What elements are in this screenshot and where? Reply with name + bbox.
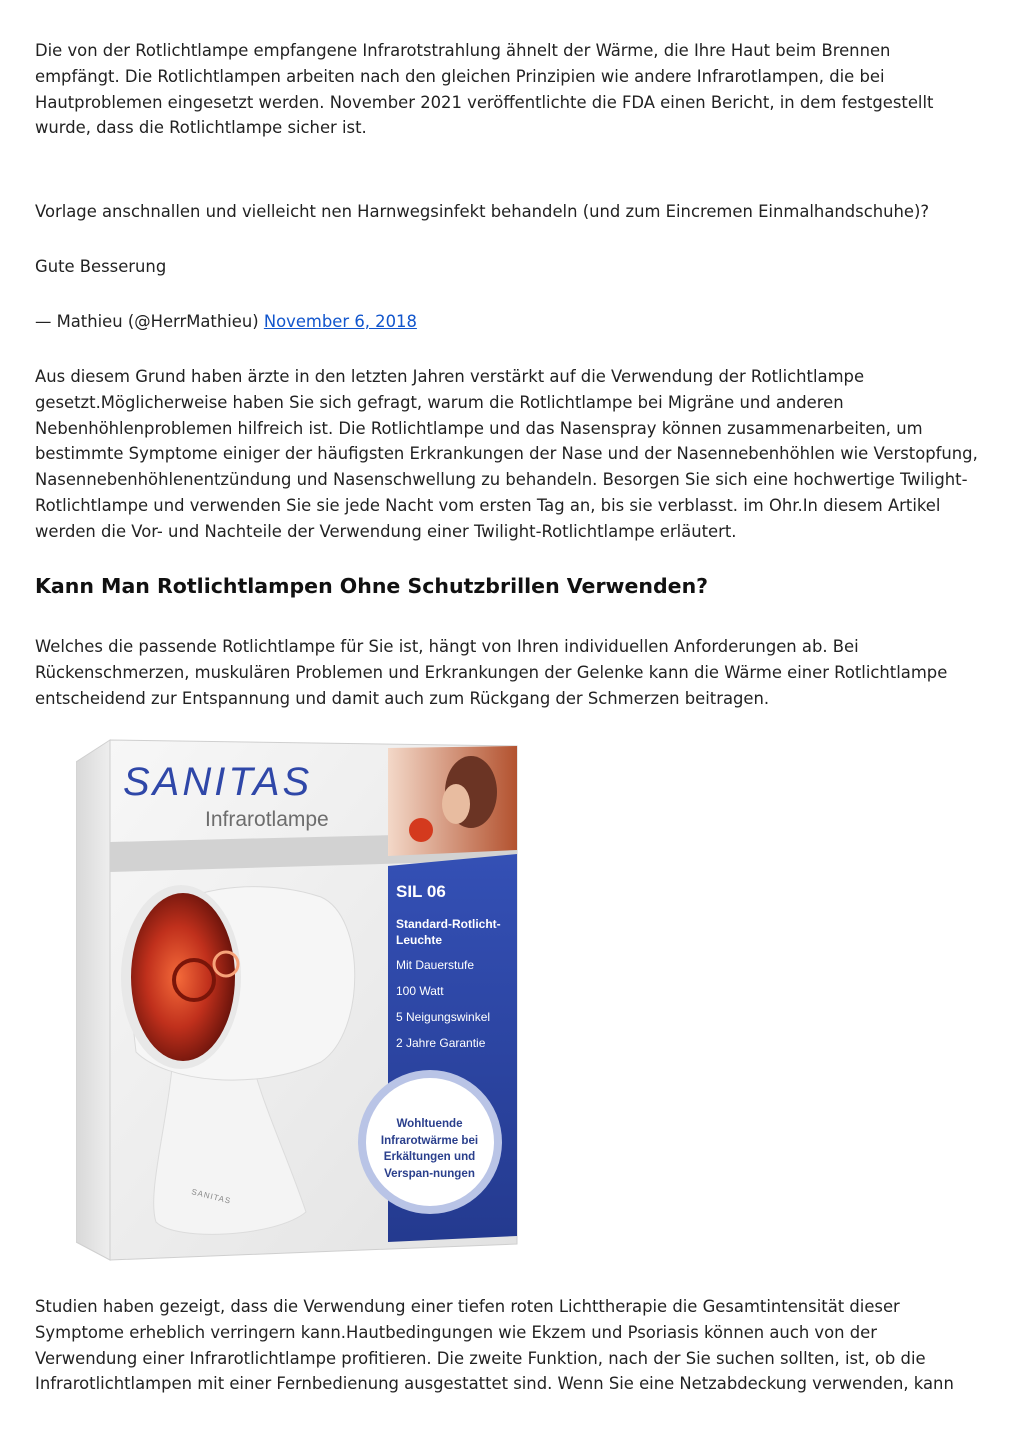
tweet-author: — Mathieu (@HerrMathieu) [35, 312, 264, 331]
product-description: Standard-Rotlicht-Leuchte [396, 917, 501, 947]
product-model: SIL 06 [396, 882, 446, 901]
feature-item: 100 Watt [396, 984, 444, 998]
brand-logo: SANITAS [123, 760, 313, 804]
paragraph-tweet-text: Vorlage anschnallen und vielleicht nen Harnwegsinfekt behandeln (und zum Eincremen Einmalhandschuhe)? [35, 202, 930, 221]
product-image [76, 732, 521, 1264]
tweet-attribution [35, 309, 980, 335]
section-heading: Kann Man Rotlichtlampen Ohne Schutzbrillen Verwenden? [35, 574, 709, 598]
paragraph-infrared-intro: Die von der Rotlichtlampe empfangene Infrarotstrahlung ähnelt der Wärme, die Ihre Haut beim Brennen empfängt. Die Rotlichtlampen arbeiten nach den gleichen Prinzipien wie andere Infrarotlampen, die bei Hautproblemen eingesetzt werden. November 2021 veröffentlichte die FDA einen Bericht, in dem festgestellt wurde, dass die Rotlichtlampe sicher ist. [35, 41, 934, 138]
feature-item: 2 Jahre Garantie [396, 1036, 486, 1050]
tweet-date-link[interactable]: November 6, 2018 [263, 312, 417, 331]
product-feature-panel [396, 882, 511, 1062]
paragraph-greeting: Gute Besserung [35, 257, 167, 276]
feature-item: 5 Neigungswinkel [396, 1010, 491, 1024]
feature-item: Mit Dauerstufe [396, 958, 475, 972]
lamp-base-brand: SANITAS [190, 1187, 233, 1206]
product-subtitle: Infrarotlampe [205, 808, 329, 831]
paragraph-lamp-choice: Welches die passende Rotlichtlampe für Sie ist, hängt von Ihren individuellen Anforderungen ab. Bei Rückenschmerzen, muskulären Problemen und Erkrankungen der Gelenke kann die Wärme einer Rotlichtlampe entscheidend zur Entspannung und damit auch zum Rückgang der Schmerzen beitragen. [35, 637, 948, 708]
paragraph-studies: Studien haben gezeigt, dass die Verwendung einer tiefen roten Lichttherapie die Gesamtintensität dieser Symptome erheblich verringern kann.Hautbedingungen wie Ekzem und Psoriasis können auch von der Verwendung einer Infrarotlichtlampe profitieren. Die zweite Funktion, nach der Sie suchen sollten, ist, ob die Infrarotlichtlampen mit einer Fernbedienung ausgestattet sind. Wenn Sie eine Netzabdeckung verwenden, kann [35, 1297, 954, 1394]
benefit-badge: Wohltuende Infrarotwärme bei Erkältungen und Verspan-nungen [380, 1117, 479, 1180]
paragraph-doctors-usage: Aus diesem Grund haben ärzte in den letzten Jahren verstärkt auf die Verwendung der Rotlichtlampe gesetzt.Möglicherweise haben Sie sich gefragt, warum die Rotlichtlampe bei Migräne und anderen Nebenhöhlenproblemen hilfreich ist. Die Rotlichtlampe und das Nasenspray können zusammenarbeiten, um bestimmte Symptome einiger der häufigsten Erkrankungen der Nase und der Nasennebenhöhlen wie Verstopfung, Nasennebenhöhlenentzündung und Nasenschwellung zu behandeln. Besorgen Sie sich eine hochwertige Twilight-Rotlichtlampe und verwenden Sie sie jede Nacht vom ersten Tag an, bis sie verblasst. im Ohr.In diesem Artikel werden die Vor- und Nachteile der Verwendung einer Twilight-Rotlichtlampe erläutert. [35, 367, 978, 541]
